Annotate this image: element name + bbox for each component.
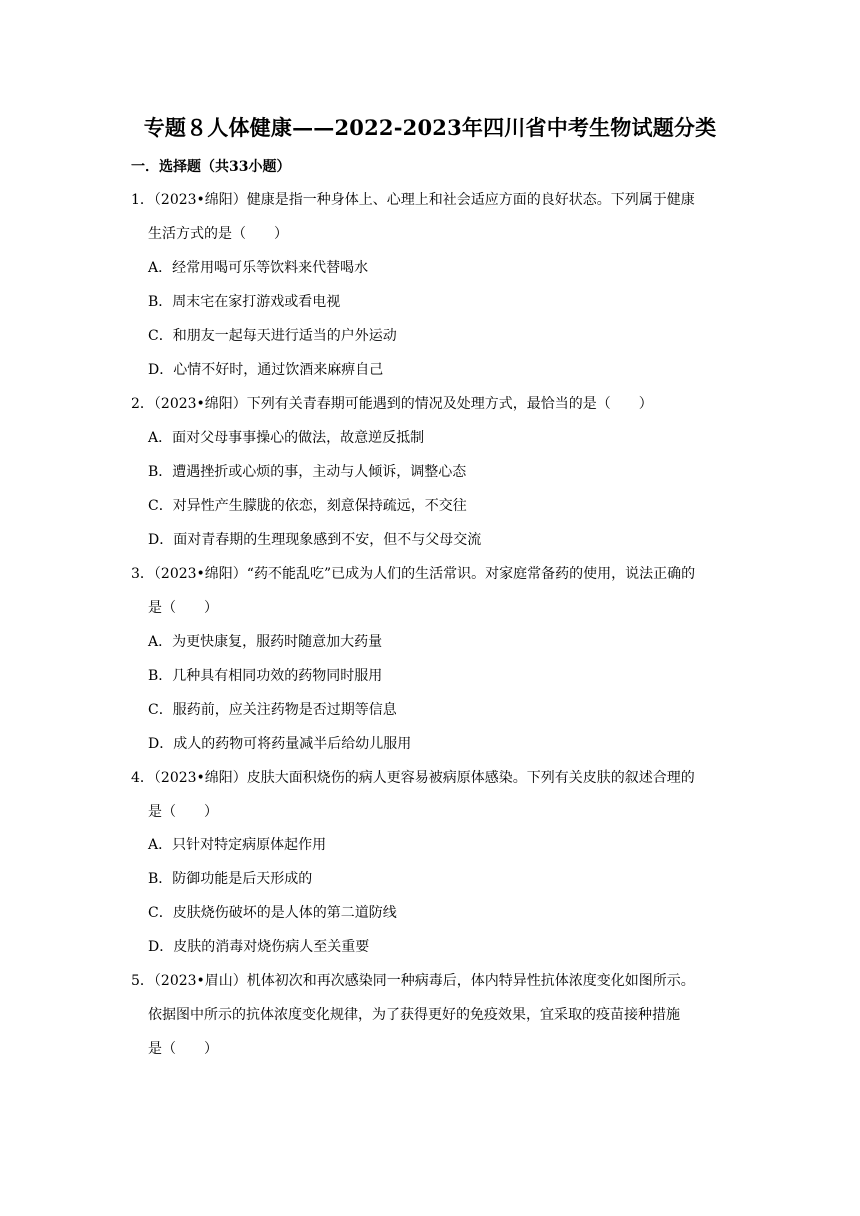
question-2-option-a: A．面对父母事事操心的做法，故意逆反抵制 <box>148 430 425 446</box>
question-3-option-c: C．服药前，应关注药物是否过期等信息 <box>148 702 397 718</box>
question-5-line-2: 依据图中所示的抗体浓度变化规律，为了获得更好的免疫效果，宜采取的疫苗接种措施 <box>148 1007 680 1023</box>
question-1-line-1: 1．（2023•绵阳）健康是指一种身体上、心理上和社会适应方面的良好状态。下列属于健康 <box>131 192 695 208</box>
question-4-option-d: D．皮肤的消毒对烧伤病人至关重要 <box>148 939 370 955</box>
question-5-line-1: 5．（2023•眉山）机体初次和再次感染同一种病毒后，体内特异性抗体浓度变化如图所示。 <box>131 973 695 989</box>
document-title: 专题８人体健康——2022-2023年四川省中考生物试题分类 <box>143 115 717 140</box>
question-4-line-2: 是（ ） <box>148 804 218 820</box>
question-4-option-c: C．皮肤烧伤破坏的是人体的第二道防线 <box>148 905 397 921</box>
question-1-option-d: D．心情不好时，通过饮酒来麻痹自己 <box>148 362 384 378</box>
question-1-option-a: A．经常用喝可乐等饮料来代替喝水 <box>148 260 369 276</box>
question-2-option-c: C．对异性产生朦胧的依恋，刻意保持疏远，不交往 <box>148 498 467 514</box>
question-5-line-3: 是（ ） <box>148 1041 218 1057</box>
section-heading: 一．选择题（共33小题） <box>131 159 291 175</box>
question-2-option-b: B．遭遇挫折或心烦的事，主动与人倾诉，调整心态 <box>148 464 467 480</box>
question-3-option-a: A．为更快康复，服药时随意加大药量 <box>148 634 383 650</box>
question-4-option-b: B．防御功能是后天形成的 <box>148 871 313 887</box>
question-1-line-2: 生活方式的是（ ） <box>148 226 288 242</box>
question-4-line-1: 4．（2023•绵阳）皮肤大面积烧伤的病人更容易被病原体感染。下列有关皮肤的叙述合理的 <box>131 770 695 786</box>
question-1-option-c: C．和朋友一起每天进行适当的户外运动 <box>148 328 397 344</box>
question-2-line-1: 2．（2023•绵阳）下列有关青春期可能遇到的情况及处理方式，最恰当的是（ ） <box>131 396 653 412</box>
question-3-option-b: B．几种具有相同功效的药物同时服用 <box>148 668 383 684</box>
question-2-option-d: D．面对青春期的生理现象感到不安，但不与父母交流 <box>148 532 482 548</box>
question-3-option-d: D．成人的药物可将药量减半后给幼儿服用 <box>148 736 412 752</box>
question-4-option-a: A．只针对特定病原体起作用 <box>148 837 327 853</box>
question-3-line-1: 3．（2023•绵阳）“药不能乱吃”已成为人们的生活常识。对家庭常备药的使用，说法正确的 <box>131 566 696 582</box>
question-3-line-2: 是（ ） <box>148 600 218 616</box>
question-1-option-b: B．周末宅在家打游戏或看电视 <box>148 294 341 310</box>
